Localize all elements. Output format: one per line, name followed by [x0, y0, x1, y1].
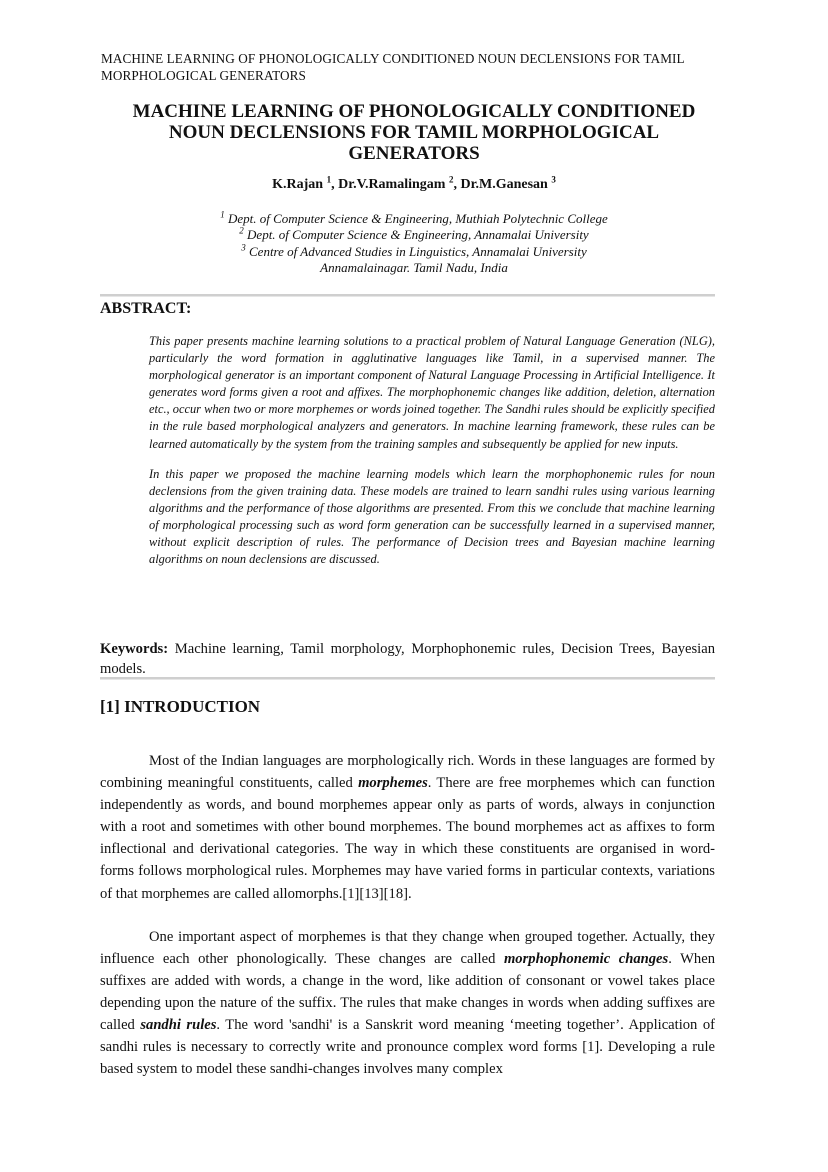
affiliation-line — [100, 227, 728, 243]
author-name: Dr.V.Ramalingam — [338, 177, 446, 192]
author-affil-marker: 2 — [448, 174, 454, 185]
author-list: K.Rajan $^1$, Dr.V.Ramalingam $^2$, Dr.M.Ganesan $^3$ — [272, 174, 556, 192]
body-paragraph — [100, 750, 715, 905]
text-run: . There are free morphemes which can function independently as words, and bound morphemes appear only as parts of words, always in conjunction with a root and sometimes with other bound morphemes. The bound morphemes act as affixes to form inflectional and derivational categories. The way in which these constituents are organised in word-forms follows morphological rules. Morphemes may have varied forms in particular contexts, variations of that morphemes are called allomorphs.[1][13][18]. — [100, 775, 716, 902]
emphasis-term: morphophonemic changes — [503, 950, 669, 967]
divider — [100, 294, 715, 297]
paper-title — [100, 101, 728, 164]
affiliation-text: Annamalainagar. Tamil Nadu, India — [320, 259, 508, 275]
text-run: One important aspect of morphemes is that they change when grouped together. Actually, they influence each other phonologically. These changes are called — [100, 928, 715, 967]
title-line-2: NOUN DECLENSIONS FOR TAMIL MORPHOLOGICAL — [168, 122, 660, 143]
title-line-1: MACHINE LEARNING OF PHONOLOGICALLY CONDITIONED — [132, 101, 696, 122]
author-affil-marker: 1 — [326, 174, 332, 185]
affiliation-text: Dept. of Computer Science & Engineering, Muthiah Polytechnic College — [227, 211, 608, 226]
keywords-label: Keywords: — [100, 641, 169, 657]
author-name: Dr.M.Ganesan — [460, 177, 548, 192]
text-run: Most of the Indian languages are morphologically rich. Words in these languages are formed by combining meaningful constituents, called — [100, 753, 715, 792]
abstract-heading: ABSTRACT: — [100, 300, 192, 317]
abstract-paragraph: This paper presents machine learning solutions to a practical problem of Natural Language Generation (NLG), particularly the word formation in agglutinative languages like Tamil, in a supervised manner. The morphological generator is an important component of Natural Language Processing in Artificial Intelligence. It generates word forms given a root and affixes. The morphophonemic changes like addition, deletion, alternation etc., occur when two or more morphemes or words joined together. The Sandhi rules should be explicitly specified in the rule based morphological analyzers and generators. In machine learning framework, these rules can be learned automatically by the system from the training samples and subsequently be applied for new inputs. — [149, 334, 715, 451]
introduction-body — [100, 750, 715, 1101]
emphasis-term: sandhi rules — [140, 1017, 217, 1034]
keywords — [100, 639, 715, 679]
body-paragraph — [100, 926, 715, 1081]
affiliation-text: Dept. of Computer Science & Engineering, Annamalai University — [247, 227, 589, 243]
author-affil-marker: 3 — [551, 174, 556, 185]
affiliations — [100, 211, 728, 276]
affil-marker: 2 — [239, 225, 244, 236]
keywords-text: Machine learning, Tamil morphology, Morphophonemic rules, Decision Trees, Bayesian models. — [100, 641, 716, 677]
abstract-body — [149, 333, 715, 581]
affil-marker: 3 — [241, 242, 246, 253]
affiliation-line — [100, 260, 728, 276]
divider — [100, 677, 715, 680]
running-head: MACHINE LEARNING OF PHONOLOGICALLY CONDITIONED NOUN DECLENSIONS FOR TAMIL MORPHOLOGICAL GENERATORS — [101, 51, 685, 83]
text-run: . The word 'sandhi' is a Sanskrit word meaning ‘meeting together’. Application of sandhi rules is necessary to correctly write and pronounce complex word forms [1]. Developing a rule based system to model these sandhi-changes involves many complex — [100, 1017, 716, 1078]
affiliation-line — [100, 244, 728, 260]
author-name: K.Rajan — [272, 177, 324, 192]
text-run: . When suffixes are added with words, a change in the word, like addition of consonant or vowel takes place depending upon the nature of the suffix. The rules that make changes in words when adding suffixes are called — [100, 950, 715, 1034]
affil-marker: 1 — [220, 209, 225, 220]
affiliation-text: Centre of Advanced Studies in Linguistics, Annamalai University — [249, 243, 587, 259]
title-line-3: GENERATORS — [348, 143, 480, 164]
abstract-paragraph: In this paper we proposed the machine learning models which learn the morphophonemic rules for noun declensions from the given training data. These models are trained to learn sandhi rules using various learning algorithms and the performance of those algorithms are presented. From this we conclude that machine learning of morphological processing such as word form generation can be successfully learned in a supervised manner, without explicit description of rules. The performance of Decision trees and Bayesian machine learning algorithms on noun declensions are discussed. — [149, 466, 715, 567]
affiliation-line — [100, 211, 728, 227]
emphasis-term: morphemes — [358, 775, 428, 792]
section-heading: [1] INTRODUCTION — [100, 697, 261, 716]
